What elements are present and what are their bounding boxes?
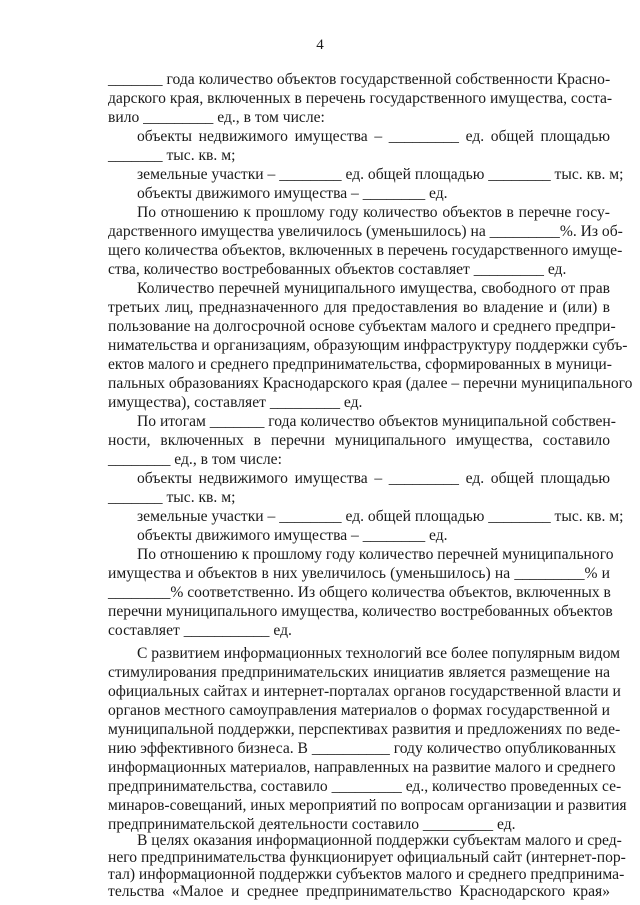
page-number: 4 <box>316 37 324 53</box>
text-line: тал) информационной поддержки субъектов малого и среднего предпринима- <box>108 866 625 883</box>
text-line: вило _________ ед., в том числе: <box>108 109 325 126</box>
text-line: третьих лиц, предназначенного для предоставления во владение и (или) в <box>108 299 610 316</box>
text-line: _______ тыс. кв. м; <box>108 489 236 506</box>
text-line: По отношению к прошлому году количество объектов в перечне госу- <box>137 204 610 221</box>
text-line: информационных материалов, направленных на развитие малого и среднего <box>108 759 616 776</box>
text-line: минаров-совещаний, иных мероприятий по вопросам организации и развития <box>108 797 627 814</box>
text-line: По итогам _______ года количество объектов муниципальной собствен- <box>137 413 616 430</box>
text-line: земельные участки – ________ ед. общей площадью ________ тыс. кв. м; <box>137 166 624 183</box>
text-line: пользование на долгосрочной основе субъектам малого и среднего предпри- <box>108 318 616 335</box>
text-line: _______ тыс. кв. м; <box>108 147 236 164</box>
text-line: ектов малого и среднего предпринимательства, сформированных в муници- <box>108 356 612 373</box>
text-line: органов местного самоуправления материалов о формах государственной и <box>108 702 610 719</box>
text-line: щего количества объектов, включенных в перечень государственного имуще- <box>108 242 623 259</box>
text-line: ности, включенных в перечни муниципального имущества, составило <box>108 432 610 449</box>
text-line: В целях оказания информационной поддержки субъектам малого и сред- <box>137 832 622 849</box>
text-line: ства, количество востребованных объектов составляет _________ ед. <box>108 261 567 278</box>
text-line: составляет ___________ ед. <box>108 622 292 639</box>
text-line: имущества), составляет _________ ед. <box>108 394 363 411</box>
text-line: пальных образованиях Краснодарского края (далее – перечни муниципального <box>108 375 633 392</box>
text-line: объекты движимого имущества – ________ ед. <box>137 527 448 544</box>
text-line: объекты движимого имущества – ________ ед. <box>137 185 448 202</box>
text-line: него предпринимательства функционирует официальный сайт (интернет-пор- <box>108 849 626 866</box>
text-line: официальных сайтах и интернет-порталах органов государственной власти и <box>108 683 621 700</box>
text-line: имущества и объектов в них увеличилось (уменьшилось) на _________% и <box>108 565 610 582</box>
text-line: ________ ед., в том числе: <box>108 451 282 468</box>
text-line: земельные участки – ________ ед. общей площадью ________ тыс. кв. м; <box>137 508 624 525</box>
text-line: предпринимательской деятельности составило _________ ед. <box>108 816 516 833</box>
text-line: предпринимательства, составило _________ ед., количество проведенных се- <box>108 778 622 795</box>
text-line: дарственного имущества увеличилось (уменьшилось) на _________%. Из об- <box>108 223 623 240</box>
text-line: По отношению к прошлому году количество перечней муниципального <box>137 546 614 563</box>
text-line: объекты недвижимого имущества – _________ ед. общей площадью <box>137 470 610 487</box>
text-line: дарского края, включенных в перечень государственного имущества, соста- <box>108 90 613 107</box>
text-line: нимательства и организациям, образующим инфраструктуру поддержки субъ- <box>108 337 628 354</box>
text-line: стимулирования предпринимательских инициатив является размещение на <box>108 664 610 681</box>
text-line: С развитием информационных технологий все более популярным видом <box>137 645 620 662</box>
text-line: ________% соответственно. Из общего количества объектов, включенных в <box>108 584 611 601</box>
text-line: объекты недвижимого имущества – _________ ед. общей площадью <box>137 128 610 145</box>
text-line: муниципальной поддержки, перспективах развития и предложениях по веде- <box>108 721 621 738</box>
text-line: _______ года количество объектов государственной собственности Красно- <box>108 71 611 88</box>
text-line: нию эффективного бизнеса. В __________ году количество опубликованных <box>108 740 617 757</box>
text-line: Количество перечней муниципального имущества, свободного от прав <box>137 280 610 297</box>
text-line: тельства «Малое и среднее предпринимательство Краснодарского края» <box>108 883 610 900</box>
text-line: перечни муниципального имущества, количество востребованных объектов <box>108 603 613 620</box>
